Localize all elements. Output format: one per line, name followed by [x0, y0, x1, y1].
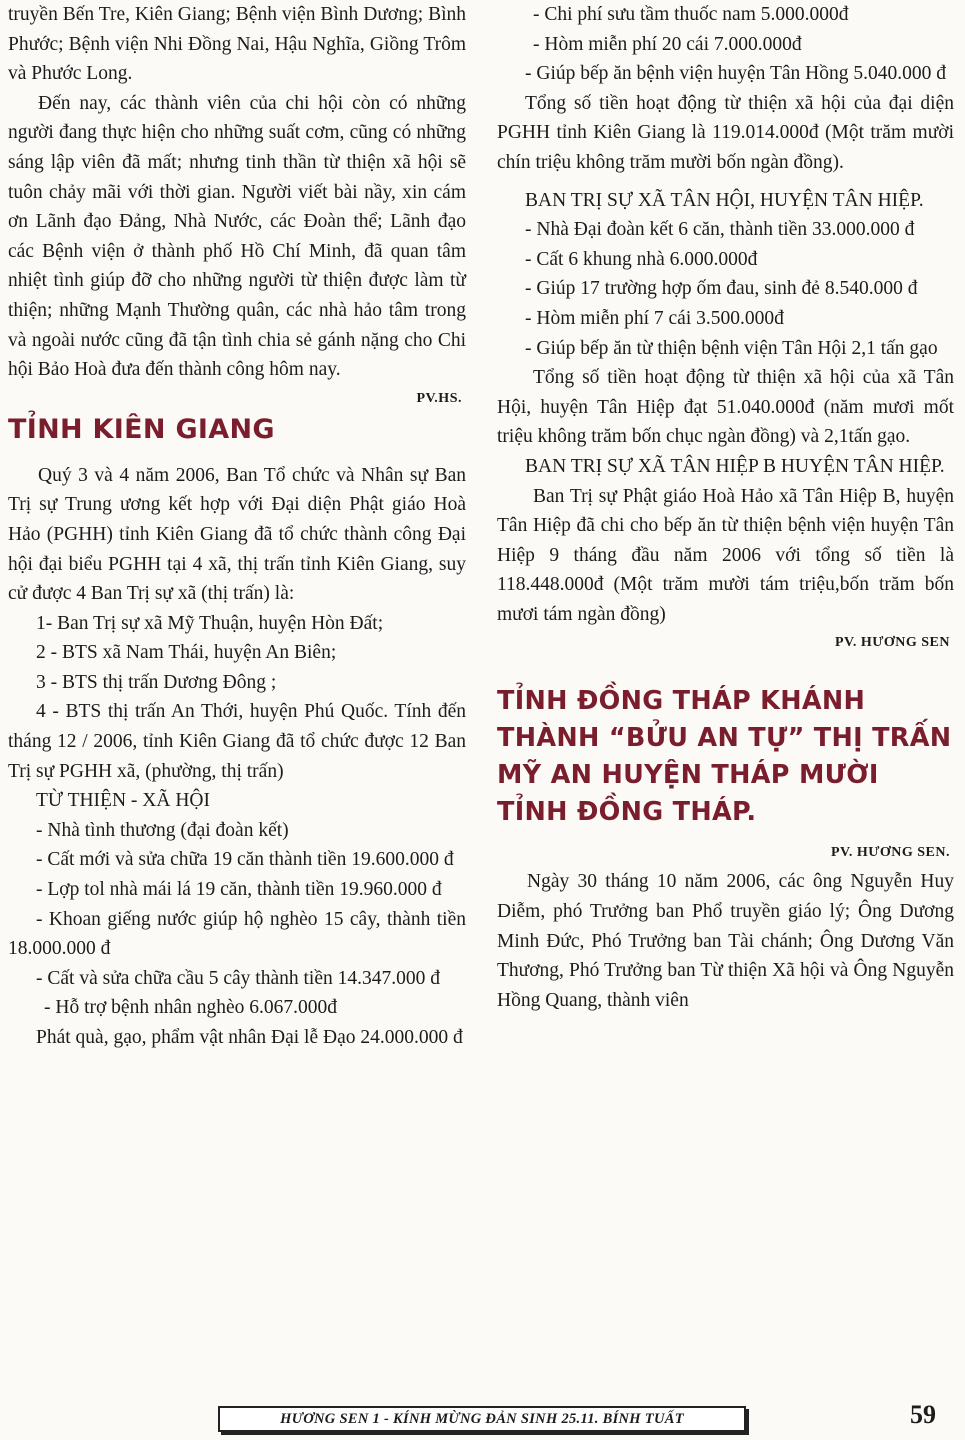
- list-item: - Cất và sửa chữa cầu 5 cây thành tiền 14.347.000 đ: [36, 967, 440, 989]
- list-item: - Giúp bếp ăn từ thiện bệnh viện Tân Hội 2,1 tấn gạo: [525, 337, 938, 359]
- author-signature: PV. HƯƠNG SEN: [834, 635, 950, 651]
- list-item: - Cất 6 khung nhà 6.000.000đ: [525, 248, 758, 270]
- list-item: - Nhà Đại đoàn kết 6 căn, thành tiền 33.000.000 đ: [525, 219, 915, 241]
- list-item: - Giúp 17 trường hợp ốm đau, sinh đẻ 8.540.000 đ: [525, 278, 918, 300]
- paragraph: Đến nay, các thành viên của chi hội còn có những người đang thực hiện cho những suất cơm, cũng có những sáng lập viên đã mất; nhưng tinh thần từ thiện xã hội sẽ tuôn chảy mãi với thời gian. Người viết bài nầy, xin cám ơn Lãnh đạo Đảng, Nhà Nước, các Đoàn thể; Lãnh đạo các Bệnh viện ở thành phố Hồ Chí Minh, đã quan tâm nhiệt tình giúp đỡ cho những người từ thiện được làm từ thiện; những Mạnh Thường quân, các nhà hảo tâm trong và ngoài nước cũng đã tận tình chia sẻ gánh nặng cho Chi hội Bảo Hoà đưa đến thành công hôm nay.: [8, 92, 466, 381]
- list-item: - Cất mới và sửa chữa 19 căn thành tiền 19.600.000 đ: [36, 849, 454, 871]
- list-item: - Giúp bếp ăn bệnh viện huyện Tân Hồng 5.040.000 đ: [525, 63, 946, 85]
- list-item: 2 - BTS xã Nam Thái, huyện An Biên;: [36, 642, 337, 664]
- subheading: TỪ THIỆN - XÃ HỘI: [36, 790, 210, 812]
- right-column: [497, 0, 954, 1015]
- author-signature: PV. HƯƠNG SEN.: [830, 845, 950, 861]
- list-item: - Lợp tol nhà mái lá 19 căn, thành tiền 19.960.000 đ: [36, 879, 442, 901]
- section-heading: TỈNH KIÊN GIANG: [8, 413, 275, 445]
- list-item: - Khoan giếng nước giúp hộ nghèo 15 cây, thành tiền 18.000.000 đ: [8, 908, 466, 960]
- subheading: BAN TRỊ SỰ XÃ TÂN HỘI, HUYỆN TÂN HIỆP.: [525, 189, 924, 211]
- paragraph: Quý 3 và 4 năm 2006, Ban Tổ chức và Nhân sự Ban Trị sự Trung ương kết hợp với Đại diện Phật giáo Hoà Hảo (PGHH) tỉnh Kiên Giang đã tổ chức thành công Đại hội đại biểu PGHH tại 4 xã, thị trấn tỉnh Kiên Giang, suy cử được 4 Ban Trị sự xã (thị trấn) là:: [8, 464, 466, 605]
- page-number: 59: [910, 1400, 936, 1429]
- section-heading: TỈNH ĐỒNG THÁP KHÁNH THÀNH “BỬU AN TỰ” THỊ TRẤN MỸ AN HUYỆN THÁP MƯỜI TỈNH ĐỒNG THÁP.: [497, 686, 952, 828]
- list-item: 3 - BTS thị trấn Dương Đông ;: [36, 671, 277, 693]
- paragraph: Tổng số tiền hoạt động từ thiện xã hội của đại diện PGHH tỉnh Kiên Giang là 119.014.000đ (Một trăm mười chín triệu không trăm mười bốn ngàn đồng).: [497, 92, 954, 173]
- paragraph: Ban Trị sự Phật giáo Hoà Hảo xã Tân Hiệp B, huyện Tân Hiệp đã chi cho bếp ăn từ thiện bệnh viện huyện Tân Hiệp 9 tháng đầu năm 2006 với tổng số tiền là 118.448.000đ (Một trăm mười tám triệu,bốn trăm bốn mươi tám ngàn đồng): [497, 485, 954, 625]
- list-item: Phát quà, gạo, phẩm vật nhân Đại lễ Đạo 24.000.000 đ: [36, 1027, 463, 1048]
- paragraph: truyền Bến Tre, Kiên Giang; Bệnh viện Bình Dương; Bình Phước; Bệnh viện Nhi Đồng Nai, Hậu Nghĩa, Giồng Trôm và Phước Long.: [8, 4, 466, 85]
- paragraph: Ngày 30 tháng 10 năm 2006, các ông Nguyễn Huy Diễm, phó Trưởng ban Phổ truyền giáo lý; Ông Dương Minh Đức, Phó Trưởng ban Tài chánh; Ông Dương Văn Thương, Phó Trưởng ban Từ thiện Xã hội và Ông Nguyễn Hồng Quang, thành viên: [497, 871, 954, 1011]
- footer-banner: HƯƠNG SEN 1 - KÍNH MỪNG ĐẢN SINH 25.11. BÍNH TUẤT: [218, 1406, 746, 1432]
- paragraph: Tổng số tiền hoạt động từ thiện xã hội của xã Tân Hội, huyện Tân Hiệp đạt 51.040.000đ (năm mươi mốt triệu không trăm bốn chục ngàn đồng) và 2,1tấn gạo.: [497, 367, 954, 448]
- list-item: - Hòm miễn phí 7 cái 3.500.000đ: [525, 307, 784, 329]
- left-column: [8, 0, 466, 1053]
- list-item: - Nhà tình thương (đại đoàn kết): [36, 819, 289, 841]
- subheading: BAN TRỊ SỰ XÃ TÂN HIỆP B HUYỆN TÂN HIỆP.: [525, 455, 945, 477]
- list-item: - Hòm miễn phí 20 cái 7.000.000đ: [533, 33, 802, 55]
- list-item: - Hỗ trợ bệnh nhân nghèo 6.067.000đ: [44, 997, 338, 1019]
- list-item: 1- Ban Trị sự xã Mỹ Thuận, huyện Hòn Đất;: [36, 612, 384, 634]
- author-signature: PV.HS.: [416, 390, 462, 406]
- list-item: 4 - BTS thị trấn An Thới, huyện Phú Quốc. Tính đến tháng 12 / 2006, tỉnh Kiên Giang đã tổ chức được 12 Ban Trị sự PGHH xã, (phường, thị trấn): [8, 701, 466, 782]
- list-item: - Chi phí sưu tầm thuốc nam 5.000.000đ: [533, 4, 849, 25]
